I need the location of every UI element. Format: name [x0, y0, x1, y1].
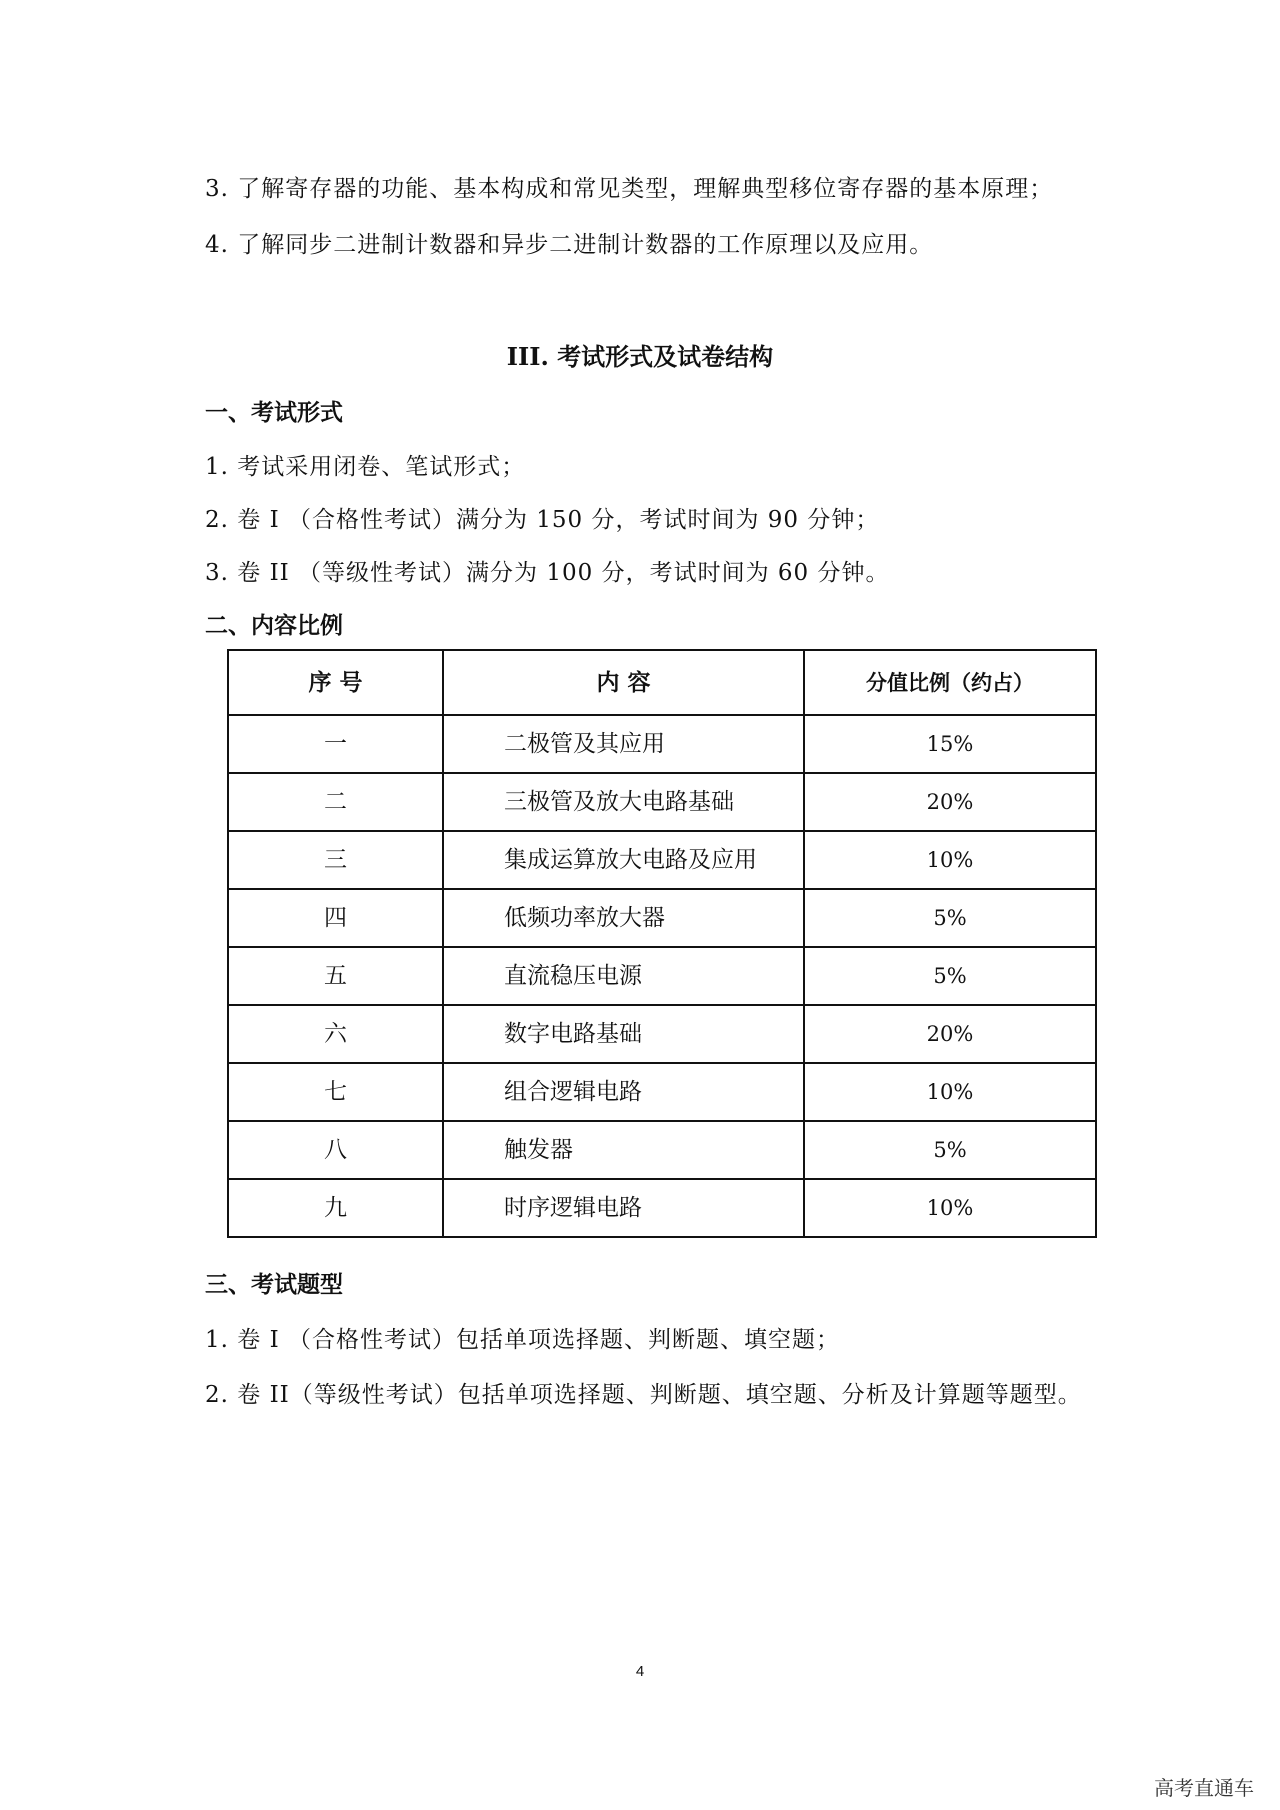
- watermark-logo-text: 高考直通车: [1154, 1778, 1254, 1800]
- row-number: 五: [228, 947, 443, 1005]
- row-ratio: 20%: [804, 773, 1096, 831]
- table-header-row: [228, 650, 1096, 715]
- row-number: 八: [228, 1121, 443, 1179]
- row-content: 时序逻辑电路: [443, 1179, 804, 1237]
- row-number: 四: [228, 889, 443, 947]
- row-ratio: 5%: [804, 889, 1096, 947]
- question-types-item-2: 2. 卷 II（等级性考试）包括单项选择题、判断题、填空题、分析及计算题等题型。: [205, 1382, 1082, 1408]
- table-row: [228, 715, 1096, 773]
- question-types-heading: 三、考试题型: [205, 1271, 343, 1298]
- row-number: 九: [228, 1179, 443, 1237]
- content-ratio-table: [227, 649, 1097, 1238]
- row-ratio: 10%: [804, 831, 1096, 889]
- page-number: 4: [635, 1663, 645, 1680]
- row-content: 三极管及放大电路基础: [443, 773, 804, 831]
- exam-form-item-3: 3. 卷 II （等级性考试）满分为 100 分，考试时间为 60 分钟。: [205, 560, 890, 586]
- exam-form-item-1: 1. 考试采用闭卷、笔试形式；: [205, 454, 526, 480]
- row-number: 二: [228, 773, 443, 831]
- row-ratio: 15%: [804, 715, 1096, 773]
- row-number: 一: [228, 715, 443, 773]
- row-ratio: 5%: [804, 1121, 1096, 1179]
- table-row: [228, 1063, 1096, 1121]
- intro-item-3: 3. 了解寄存器的功能、基本构成和常见类型，理解典型移位寄存器的基本原理；: [205, 176, 1054, 202]
- exam-form-heading: 一、考试形式: [205, 399, 343, 426]
- column-header-ratio: 分值比例（约占）: [804, 650, 1096, 715]
- row-number: 六: [228, 1005, 443, 1063]
- row-number: 七: [228, 1063, 443, 1121]
- table-row: [228, 831, 1096, 889]
- table-row: [228, 1121, 1096, 1179]
- intro-item-4: 4. 了解同步二进制计数器和异步二进制计数器的工作原理以及应用。: [205, 232, 934, 258]
- table-row: [228, 947, 1096, 1005]
- row-ratio: 10%: [804, 1063, 1096, 1121]
- exam-form-item-2: 2. 卷 I （合格性考试）满分为 150 分，考试时间为 90 分钟；: [205, 507, 880, 533]
- row-ratio: 5%: [804, 947, 1096, 1005]
- row-ratio: 10%: [804, 1179, 1096, 1237]
- row-content: 集成运算放大电路及应用: [443, 831, 804, 889]
- table-row: [228, 1005, 1096, 1063]
- table-row: [228, 1179, 1096, 1237]
- column-header-no: 序 号: [228, 650, 443, 715]
- content-ratio-heading: 二、内容比例: [205, 612, 343, 639]
- section-title: III. 考试形式及试卷结构: [506, 342, 774, 371]
- table-row: [228, 889, 1096, 947]
- row-ratio: 20%: [804, 1005, 1096, 1063]
- row-content: 低频功率放大器: [443, 889, 804, 947]
- column-header-content: 内 容: [443, 650, 804, 715]
- row-content: 二极管及其应用: [443, 715, 804, 773]
- row-number: 三: [228, 831, 443, 889]
- row-content: 数字电路基础: [443, 1005, 804, 1063]
- table-row: [228, 773, 1096, 831]
- row-content: 组合逻辑电路: [443, 1063, 804, 1121]
- question-types-item-1: 1. 卷 I （合格性考试）包括单项选择题、判断题、填空题；: [205, 1327, 840, 1353]
- row-content: 直流稳压电源: [443, 947, 804, 1005]
- row-content: 触发器: [443, 1121, 804, 1179]
